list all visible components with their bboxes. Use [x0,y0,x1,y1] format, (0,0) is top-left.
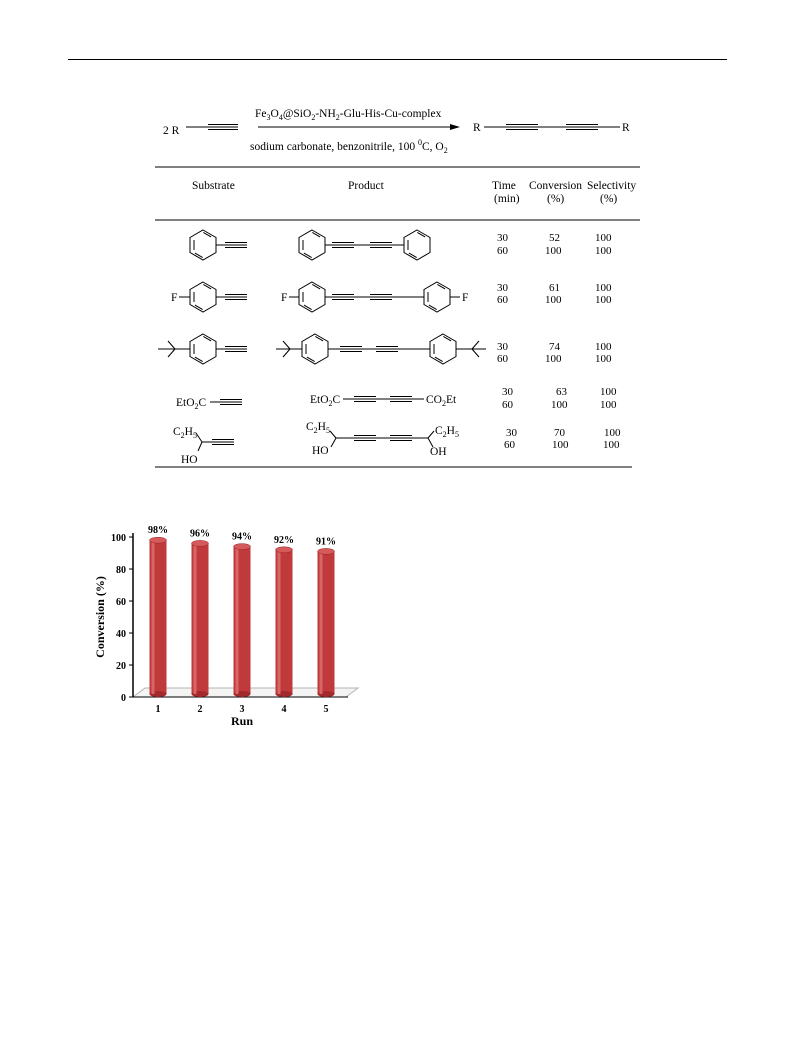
bar-highlight [278,550,281,694]
row-4-time-30: 30 [502,386,513,398]
row-1-time-60: 60 [497,245,508,257]
header-selectivity: Selectivity [587,180,637,192]
reaction-scheme [150,100,650,160]
row-3-sel-60: 100 [595,353,612,365]
row-5-product-right-ethyl: $C_2H_5$ [435,425,459,439]
header-substrate: Substrate [192,180,235,192]
chart-plot-area [93,525,358,728]
row-2-product-structure [281,282,468,312]
header-selectivity-unit: (%) [600,193,618,205]
row-5-sel-30: 100 [604,427,621,439]
row-5-sel-60: 100 [603,439,620,451]
row-2-time-60: 60 [497,294,508,306]
row-4-conv-30: 63 [556,386,567,398]
bar-data-label: 91% [316,536,336,548]
row-5-product-right-oh: OH [430,446,447,458]
row-5-substrate-structure [173,426,234,466]
row-2-conv-30: 61 [549,282,560,294]
row-4-time-60: 60 [502,399,513,411]
row-1-sel-30: 100 [595,232,612,244]
row-2-product-f-right: F [462,292,469,304]
row-4-product-right-label: $CO_2Et$ [426,394,457,408]
header-conversion-unit: (%) [547,193,565,205]
row-3-time-30: 30 [497,341,508,353]
row-1-sel-60: 100 [595,245,612,257]
row-5-time-60: 60 [504,439,515,451]
bar-data-label: 98% [148,525,168,537]
x-tick-label: 1 [155,704,161,715]
row-2-sel-60: 100 [595,294,612,306]
product-diyne-bonds [484,125,620,130]
bar-top [276,547,293,553]
y-tick-label: 40 [116,629,126,640]
catalyst-label: $Fe_3O_4@SiO_2-NH_2-Glu-His-Cu$-complex [255,108,442,122]
row-3-time-60: 60 [497,353,508,365]
row-1-product-structure [299,230,430,260]
reactant-alkyne-bonds [186,125,238,130]
x-axis-label: Run [230,714,254,728]
row-1-conv-60: 100 [545,245,562,257]
row-2-product-f-left: F [281,292,288,304]
header-conversion: Conversion [529,180,583,192]
row-5-product-left-ho: HO [312,445,329,457]
row-3-conv-30: 74 [549,341,560,353]
substrate-scope-table [150,165,645,470]
bar-top [192,540,209,546]
row-5-substrate-ethyl: $C_2H_5$ [173,426,197,440]
row-4-product-structure [310,394,457,408]
bar-top [234,544,251,550]
header-time-unit: (min) [494,193,520,205]
y-tick-label: 0 [121,693,126,704]
bar-data-label: 92% [274,534,294,546]
row-3-substrate-structure [158,334,247,364]
row-1-conv-30: 52 [549,232,560,244]
x-tick-label: 3 [239,704,245,715]
bar-highlight [236,547,239,694]
bar-highlight [320,551,323,694]
bar-top [150,537,167,543]
y-tick-label: 20 [116,661,126,672]
bar-top [318,548,335,554]
product-r-right: R [622,122,630,134]
recycling-bar-chart [88,515,368,735]
row-2-conv-60: 100 [545,294,562,306]
x-tick-label: 5 [323,704,329,715]
page-top-rule [68,59,727,60]
y-axis-label: Conversion (%) [93,576,107,658]
row-4-sel-30: 100 [600,386,617,398]
reactant-label: 2 R [163,125,180,137]
row-1-time-30: 30 [497,232,508,244]
row-5-substrate-ho: HO [181,454,198,466]
header-product: Product [348,180,384,192]
x-tick-label: 2 [197,704,203,715]
bar-data-label: 96% [190,528,210,540]
row-5-time-30: 30 [506,427,517,439]
bar-highlight [194,543,197,694]
bar-data-label: 94% [232,531,252,543]
header-time: Time [492,180,516,192]
row-4-conv-60: 100 [551,399,568,411]
y-tick-label: 80 [116,565,126,576]
row-2-substrate-structure [171,282,247,312]
row-2-substrate-f: F [171,292,178,304]
row-5-product-structure [306,421,459,458]
row-4-sel-60: 100 [600,399,617,411]
conditions-label: sodium carbonate, benzonitrile, 100 $^0$C, $O_2$ [250,138,448,155]
row-3-sel-30: 100 [595,341,612,353]
row-5-conv-60: 100 [552,439,569,451]
reaction-arrow [258,124,460,130]
row-2-sel-30: 100 [595,282,612,294]
row-1-substrate-structure [190,230,247,260]
row-3-conv-60: 100 [545,353,562,365]
row-3-product-structure [276,334,486,364]
row-4-substrate-structure [176,397,242,411]
row-2-time-30: 30 [497,282,508,294]
row-5-product-left-ethyl: $C_2H_5$ [306,421,330,435]
y-tick-label: 100 [111,533,126,544]
row-5-conv-30: 70 [554,427,565,439]
row-4-product-left-label: EtO$_2$C [310,394,341,408]
y-tick-label: 60 [116,597,126,608]
row-4-substrate-label: EtO$_2$C [176,397,207,411]
product-r-left: R [473,122,481,134]
bar-highlight [152,540,155,694]
x-tick-label: 4 [281,704,287,715]
